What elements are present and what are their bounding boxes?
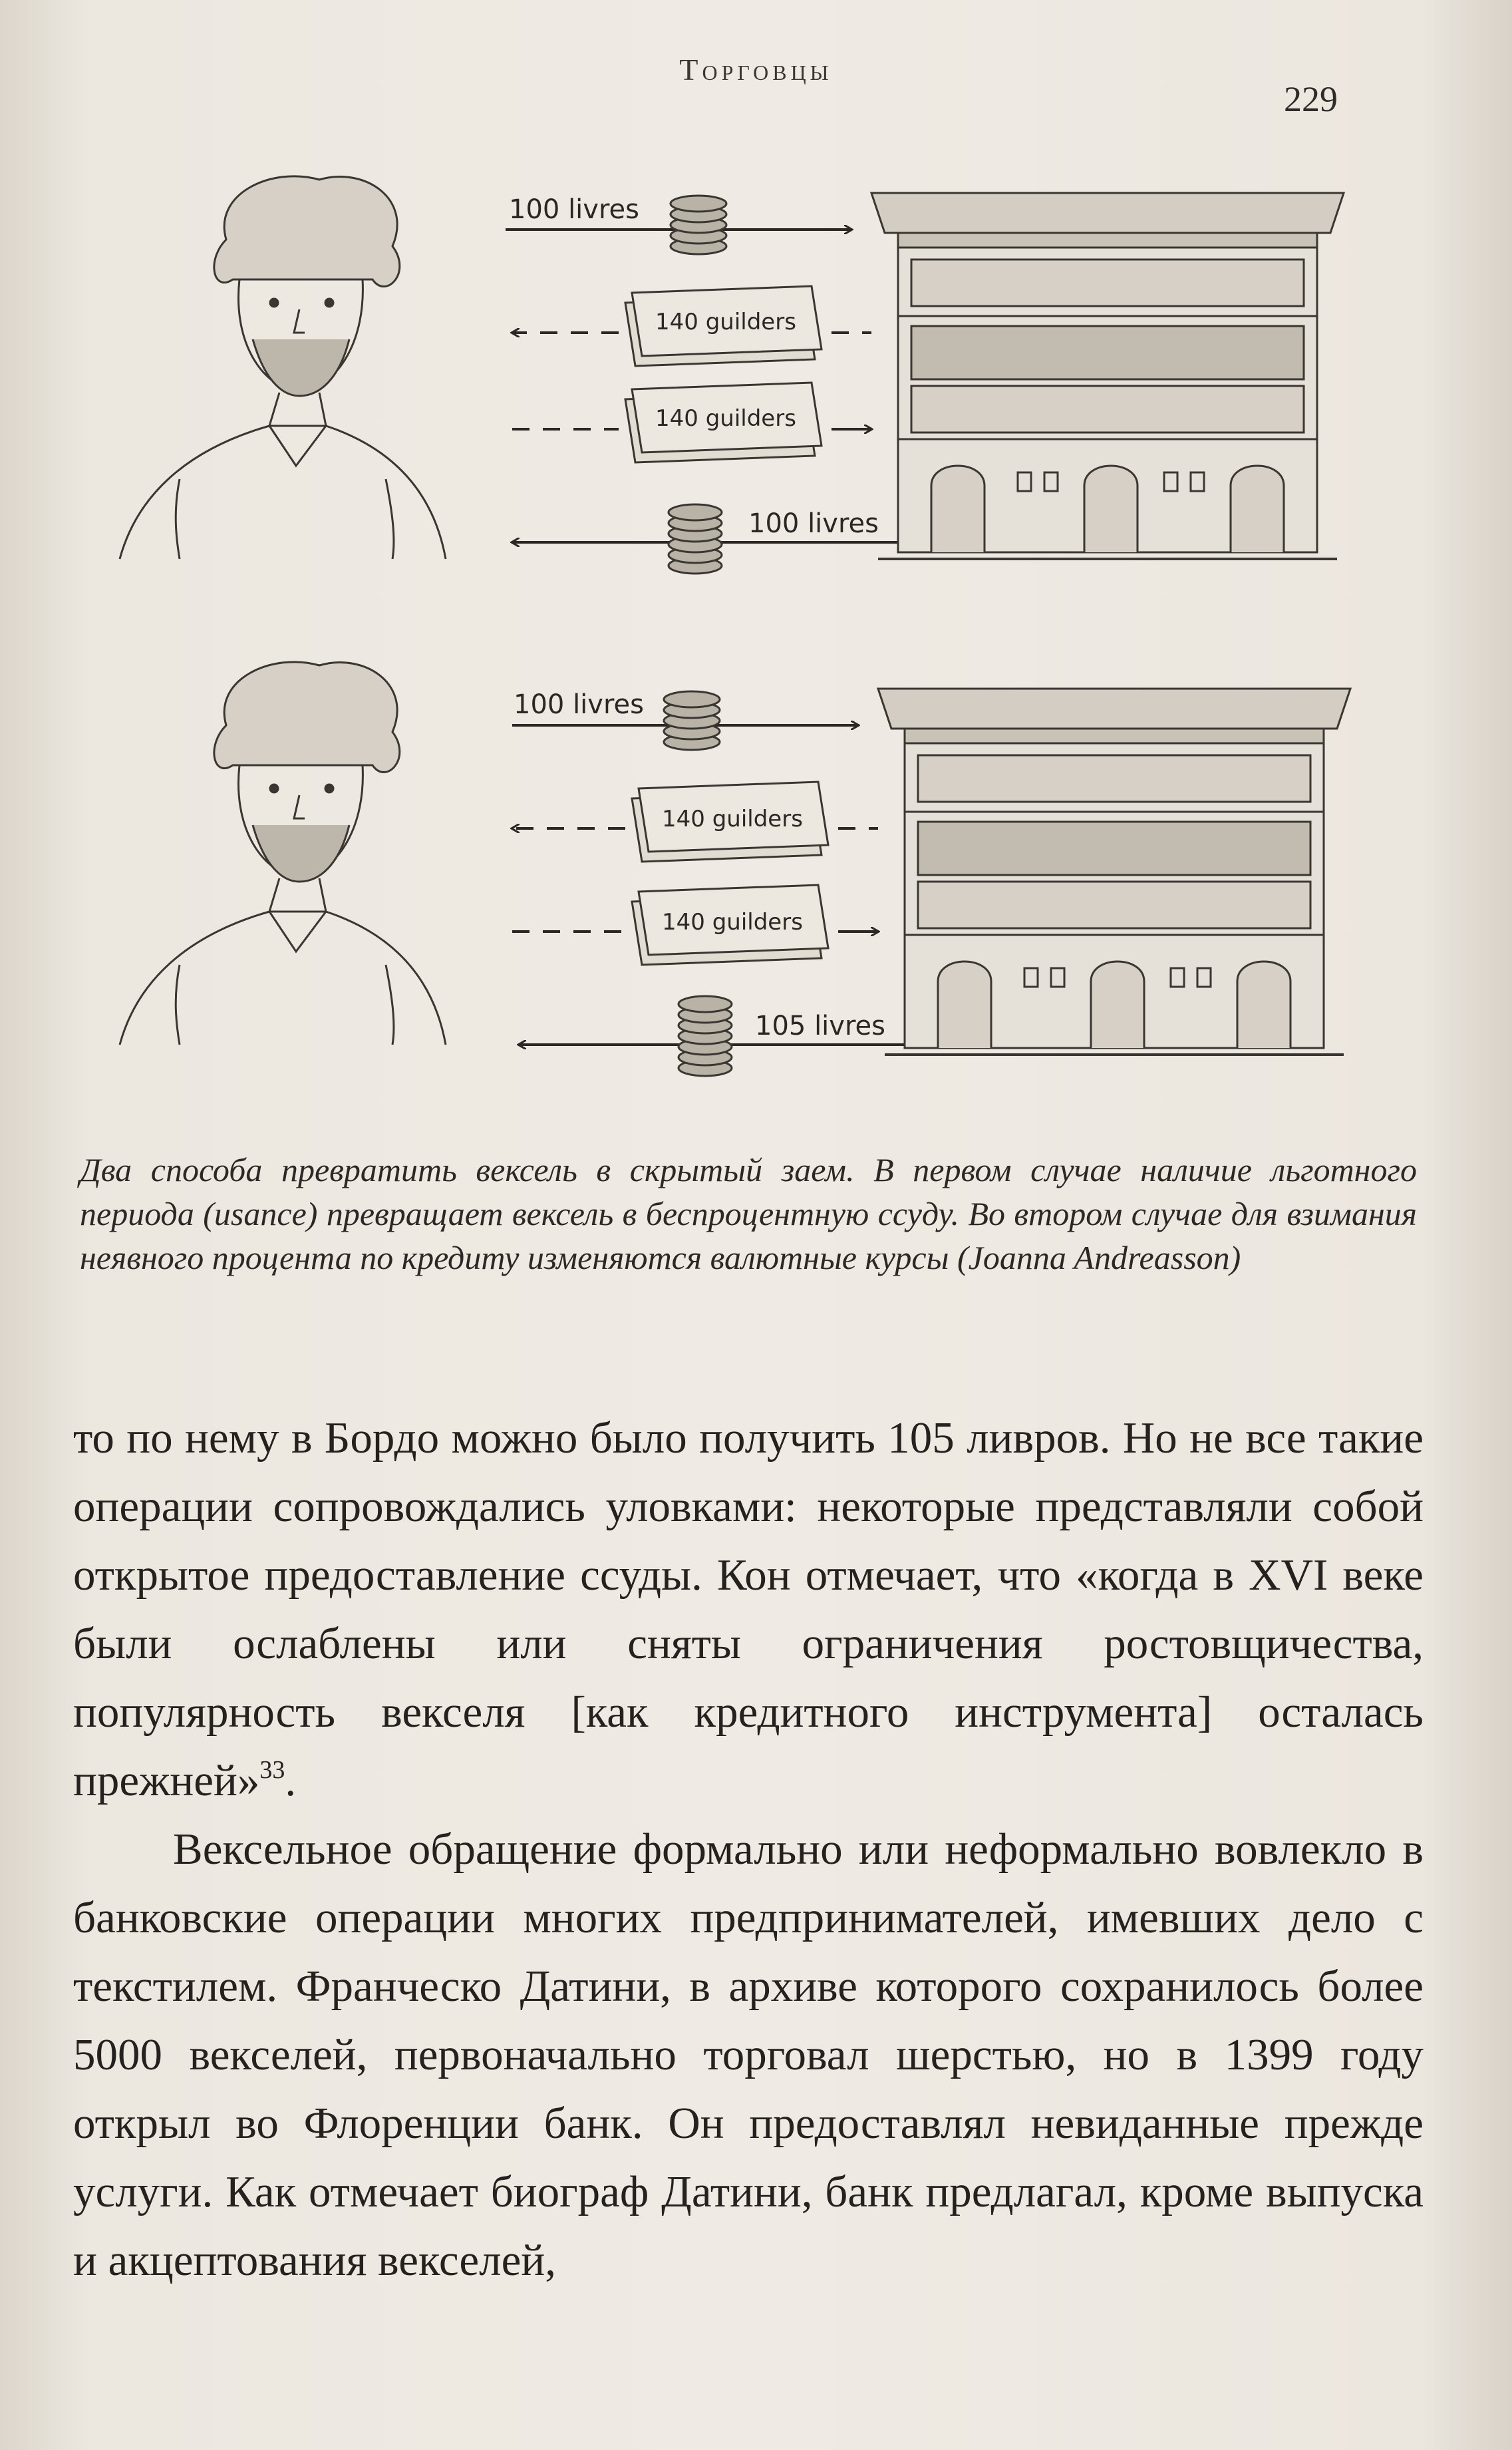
merchant-figure xyxy=(120,662,446,1045)
paragraph-text: то по нему в Бордо можно было получить 105 ливров. Но не все такие операции сопровождались уловками: некоторые представляли собой открытое предоставление ссуды. Кон отмечает, что «когда в XVI веке были ослаблены или сняты ограничения ростовщичества, популярность векселя [как кредитного инструмента] осталась прежней» xyxy=(73,1413,1424,1805)
banknote-icon xyxy=(632,782,828,862)
bottom-amount-label: 100 livres xyxy=(748,508,879,539)
note-label-right: 140 guilders xyxy=(662,909,803,936)
page-number: 229 xyxy=(1284,79,1338,119)
bank-building-icon xyxy=(871,193,1344,559)
figure-caption: Два способа превратить вексель в скрытый заем. В первом случае наличие льготного периода (usance) превращает вексель в беспроцентную ссуду. Во втором случае для взимания неявного процента по кредиту изменяются валютные курсы (Joanna Andreasson) xyxy=(80,1151,1417,1276)
running-head: Торговцы xyxy=(679,53,833,87)
illustration-exchange-rate xyxy=(100,652,1377,1105)
paragraph: Вексельное обращение формально или неформально вовлекло в банковские операции многих предпринимателей, имевших дело с текстилем. Франческо Датини, в архиве которого сохранилось более 5000 векселей, первоначально торговал шерстью, но в 1399 году открыл во Флоренции банк. Он предоставлял невиданные прежде услуги. Как отмечает биограф Датини, банк предлагал, кроме выпуска и акцептования векселей, xyxy=(73,1825,1424,2285)
bottom-amount-label: 105 livres xyxy=(755,1011,885,1041)
illustration-usance xyxy=(100,166,1377,619)
note-label-left: 140 guilders xyxy=(655,309,796,335)
merchant-figure xyxy=(120,176,446,559)
illustration-svg xyxy=(100,652,1377,1105)
banknote-icon xyxy=(625,286,822,366)
note-label-left: 140 guilders xyxy=(662,806,803,832)
body-text xyxy=(73,1404,1424,2295)
note-label-right: 140 guilders xyxy=(655,405,796,432)
coin-stack-icon xyxy=(664,691,720,750)
bank-building-icon xyxy=(878,689,1350,1055)
banknote-icon xyxy=(625,383,822,462)
top-amount-label: 100 livres xyxy=(514,689,644,720)
illustration-svg xyxy=(100,166,1377,619)
paragraph xyxy=(73,1404,1424,1815)
coin-stack-icon xyxy=(671,196,726,254)
footnote-ref[interactable]: 33 xyxy=(259,1756,285,1784)
top-amount-label: 100 livres xyxy=(509,194,639,225)
coin-stack-icon xyxy=(679,996,732,1076)
coin-stack-icon xyxy=(669,504,722,574)
paragraph-end: . xyxy=(285,1756,297,1805)
banknote-icon xyxy=(632,885,828,965)
